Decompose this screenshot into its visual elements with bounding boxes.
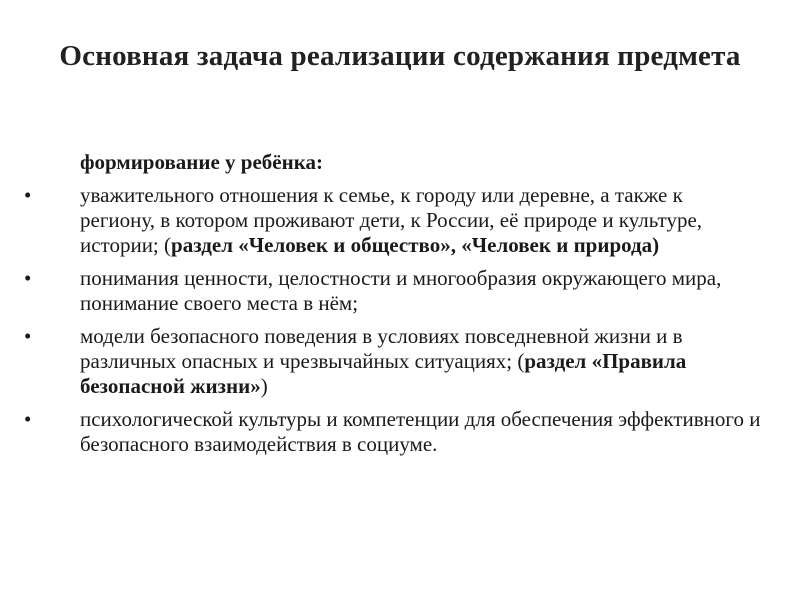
bullet-item-4 (22, 407, 762, 457)
bullet-item-2 (22, 266, 762, 316)
bullet-4-text: психологической культуры и компетенции для обеспечения эффективного и безопасного взаимодействия в социуме. (80, 407, 761, 456)
bullet-item-3 (22, 324, 762, 399)
bullet-dot-icon: • (24, 324, 32, 348)
slide-title: Основная задача реализации содержания предмета (59, 40, 741, 72)
bullet-1-text: уважительного отношения к семье, к городу или деревне, а также к региону, в котором проживают дети, к России, её природе и культуре, истории; ( (80, 183, 703, 257)
bullet-2-text: понимания ценности, целостности и многообразия окружающего мира, понимание своего места в нём; (80, 266, 722, 315)
intro-text: формирование у ребёнка: (80, 150, 324, 174)
bullet-dot-icon: • (24, 407, 32, 431)
bullet-item-1 (22, 183, 762, 258)
bullet-3-bold: раздел «Правила безопасной жизни» (80, 349, 687, 398)
bullet-1-bold: раздел «Человек и общество», «Человек и природа) (171, 233, 660, 257)
slide-content (22, 150, 762, 465)
bullet-dot-icon: • (24, 266, 32, 290)
bullet-list (22, 183, 762, 457)
bullet-3-text-end: ) (260, 374, 268, 398)
bullet-3-text: модели безопасного поведения в условиях повседневной жизни и в различных опасных и чрезвычайных ситуациях; ( (80, 324, 683, 373)
bullet-dot-icon: • (24, 183, 32, 207)
